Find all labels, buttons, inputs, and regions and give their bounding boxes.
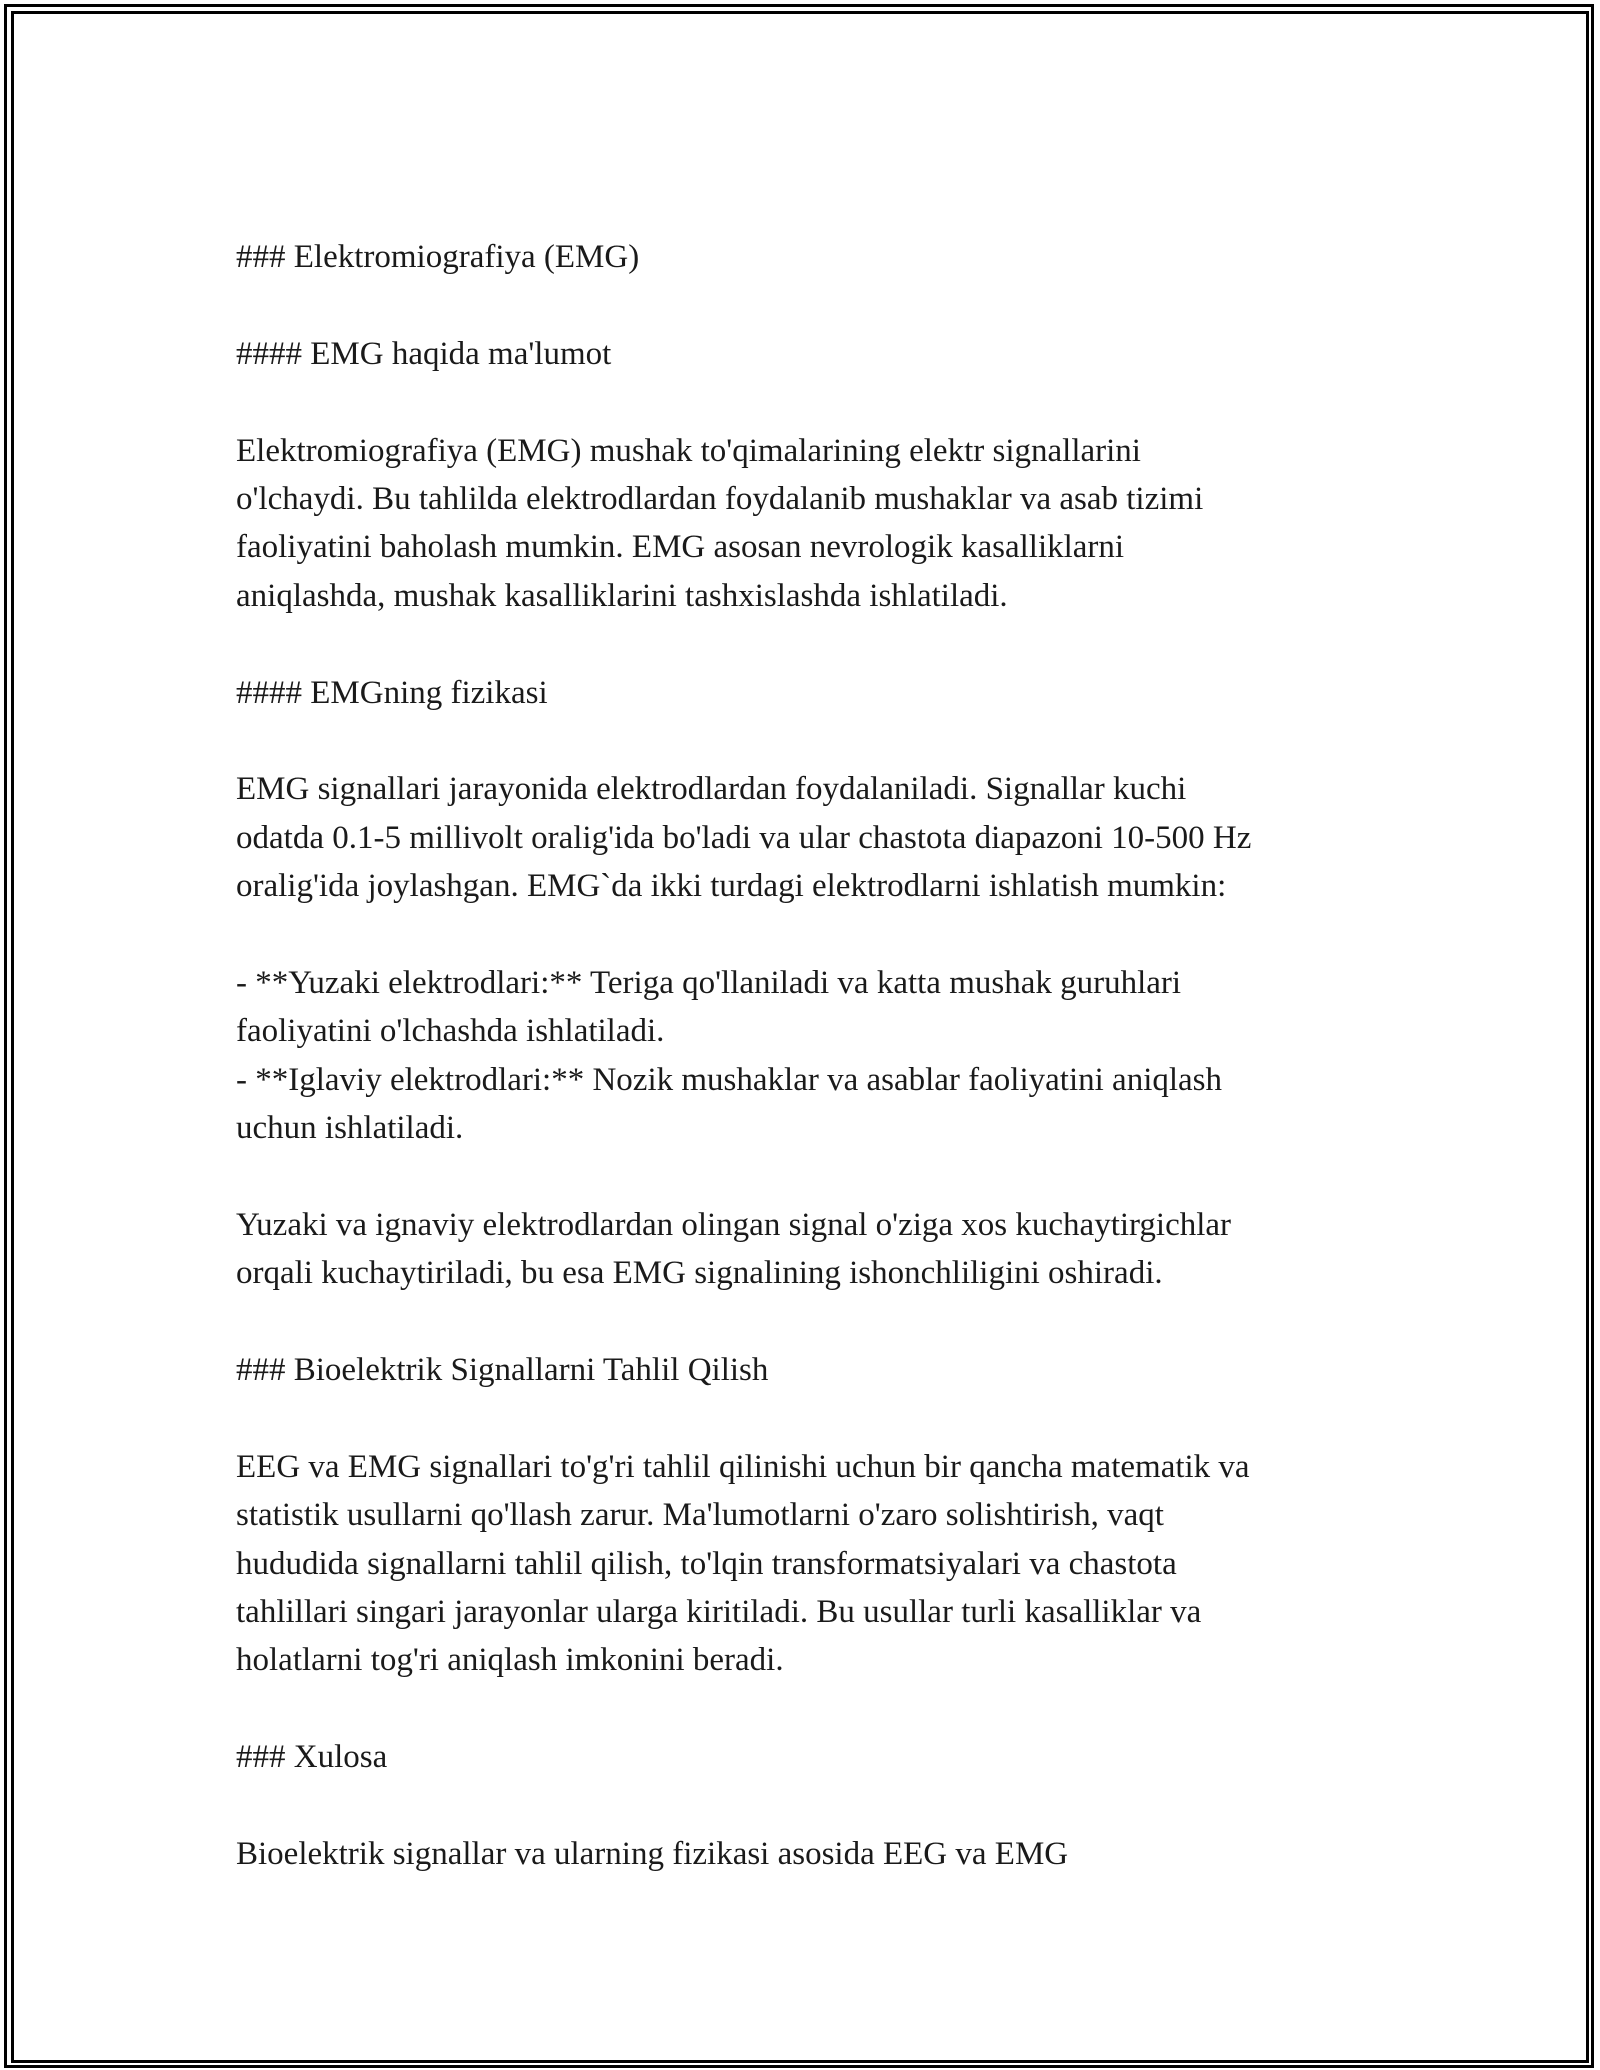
spacer [236,1685,1376,1733]
paragraph-conclusion [236,1830,1376,1878]
spacer [236,620,1376,668]
paragraph-line: aniqlashda, mushak kasalliklarini tashxislashda ishlatiladi. [236,577,1008,614]
list-item-line: faoliyatini o'lchashda ishlatiladi. [236,1013,665,1050]
paragraph-line: faoliyatini baholash mumkin. EMG asosan nevrologik kasalliklarni [236,529,1125,566]
paragraph-line: EMG signallari jarayonida elektrodlardan foydalaniladi. Signallar kuchi [236,771,1187,808]
list-item-needle-electrodes [236,1056,1376,1153]
paragraph-line: oralig'ida joylashgan. EMG`da ikki turdagi elektrodlarni ishlatish mumkin: [236,868,1227,905]
list-item-line: - **Yuzaki elektrodlari:** Teriga qo'llaniladi va katta mushak guruhlari [236,964,1182,1001]
spacer [236,1298,1376,1346]
paragraph-line: Bioelektrik signallar va ularning fizikasi asosida EEG va EMG [236,1835,1069,1872]
list-item-line: - **Iglaviy elektrodlari:** Nozik mushaklar va asablar faoliyatini aniqlash [236,1061,1223,1098]
spacer [236,281,1376,329]
electrode-list [236,959,1376,1153]
paragraph-line: holatlarni tog'ri aniqlash imkonini beradi. [236,1642,784,1679]
paragraph-line: orqali kuchaytiriladi, bu esa EMG signalining ishonchliligini oshiradi. [236,1255,1163,1292]
paragraph-line: EEG va EMG signallari to'g'ri tahlil qilinishi uchun bir qancha matematik va [236,1448,1250,1485]
subheading-emg-info: #### EMG haqida ma'lumot [236,335,612,372]
spacer [236,1394,1376,1442]
subheading-emg-physics: #### EMGning fizikasi [236,674,548,711]
paragraph-line: odatda 0.1-5 millivolt oralig'ida bo'ladi va ular chastota diapazoni 10-500 Hz [236,819,1252,856]
paragraph-line: hududida signallarni tahlil qilish, to'lqin transformatsiyalari va chastota [236,1545,1177,1582]
section-heading-conclusion: ### Xulosa [236,1739,388,1776]
paragraph-emg-physics [236,765,1376,910]
paragraph-emg-info [236,427,1376,621]
spacer [236,910,1376,958]
section-heading-analysis: ### Bioelektrik Signallarni Tahlil Qilish [236,1351,769,1388]
paragraph-analysis [236,1443,1376,1685]
paragraph-line: Elektromiografiya (EMG) mushak to'qimalarining elektr signallarini [236,432,1141,469]
spacer [236,378,1376,426]
paragraph-line: o'lchaydi. Bu tahlilda elektrodlardan foydalanib mushaklar va asab tizimi [236,480,1204,517]
document-body [236,233,1376,1878]
spacer [236,717,1376,765]
list-item-line: uchun ishlatiladi. [236,1110,464,1147]
spacer [236,1782,1376,1830]
paragraph-line: Yuzaki va ignaviy elektrodlardan olingan signal o'ziga xos kuchaytirgichlar [236,1206,1232,1243]
paragraph-line: statistik usullarni qo'llash zarur. Ma'lumotlarni o'zaro solishtirish, vaqt [236,1497,1164,1534]
section-heading-emg: ### Elektromiografiya (EMG) [236,239,640,275]
list-item-surface-electrodes [236,959,1376,1056]
paragraph-line: tahlillari singari jarayonlar ularga kiritiladi. Bu usullar turli kasalliklar va [236,1593,1202,1630]
paragraph-amplification [236,1201,1376,1298]
spacer [236,1152,1376,1200]
